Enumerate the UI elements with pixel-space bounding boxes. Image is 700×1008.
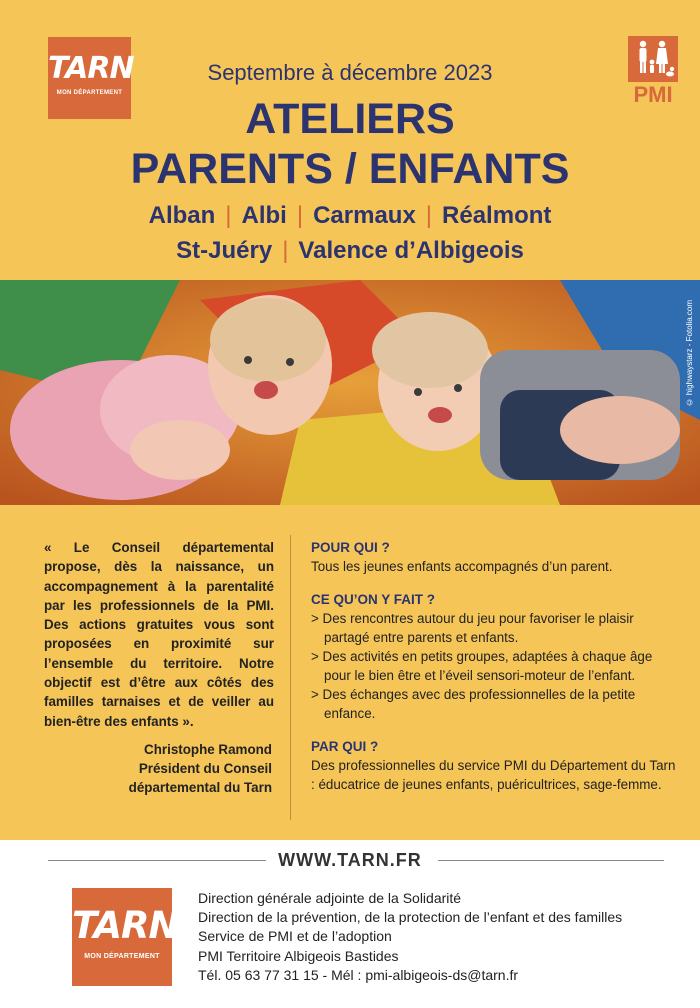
who-text: Tous les jeunes enfants accompagnés d’un parent. bbox=[311, 559, 613, 574]
town: Réalmont bbox=[442, 202, 552, 229]
contact-line: Direction générale adjointe de la Solidarité bbox=[198, 890, 462, 906]
babies-photo bbox=[0, 280, 700, 505]
list-item: > Des rencontres autour du jeu pour favoriser le plaisir partagé entre parents et enfants. bbox=[311, 611, 634, 645]
separator: | bbox=[225, 202, 232, 229]
town: Valence d’Albigeois bbox=[298, 237, 524, 264]
pmi-label: PMI bbox=[633, 82, 673, 107]
signature-role-1: Président du Conseil bbox=[138, 761, 272, 776]
column-divider bbox=[290, 535, 291, 820]
logo-word: TARN bbox=[72, 904, 179, 947]
separator: | bbox=[296, 202, 304, 229]
contact-line: Direction de la prévention, de la protection de l’enfant et des familles bbox=[198, 909, 623, 926]
contact-line: Tél. 05 63 77 31 15 - Mél : pmi-albigeois-ds@tarn.fr bbox=[198, 966, 519, 983]
contact-line: PMI Territoire Albigeois Bastides bbox=[198, 947, 399, 964]
tarn-logo-footer[interactable] bbox=[72, 888, 179, 986]
logo-sub: MON DÉPARTEMENT bbox=[84, 953, 160, 960]
logo-sub: MON DÉPARTEMENT bbox=[56, 90, 123, 96]
town: Albi bbox=[241, 202, 287, 229]
towns-row-1 bbox=[0, 202, 700, 230]
signature bbox=[44, 740, 272, 797]
list-item: > Des échanges avec des professionnelles de la petite enfance. bbox=[311, 687, 636, 721]
town: Alban bbox=[148, 202, 216, 229]
title-line-2: PARENTS / ENFANTS bbox=[130, 145, 570, 193]
title-line-1: ATELIERS bbox=[245, 95, 455, 143]
who-heading: POUR QUI ? bbox=[311, 540, 390, 555]
separator: | bbox=[425, 202, 433, 229]
signature-role-2: départemental du Tarn bbox=[128, 780, 272, 795]
town: St-Juéry bbox=[176, 237, 273, 264]
towns-row-2 bbox=[0, 237, 700, 265]
contact-block bbox=[198, 889, 622, 985]
period-subtitle: Septembre à décembre 2023 bbox=[207, 60, 493, 85]
website-link[interactable]: WWW.TARN.FR bbox=[278, 850, 422, 870]
list-item: > Des activités en petits groupes, adaptées à chaque âge pour le bien être et l’éveil sensori-moteur de l’enfant. bbox=[311, 649, 653, 683]
photo-credit: © highwaystarz - Fotolia.com bbox=[685, 300, 694, 407]
by-heading: PAR QUI ? bbox=[311, 739, 379, 754]
by-text: Des professionnelles du service PMI du Département du Tarn : éducatrice de jeunes enfants, puéricultrices, sage-femme. bbox=[311, 758, 676, 792]
what-heading: CE QU’ON Y FAIT ? bbox=[311, 592, 436, 607]
separator: | bbox=[282, 237, 289, 264]
logo-word: TARN bbox=[48, 51, 134, 86]
contact-line: Service de PMI et de l’adoption bbox=[198, 928, 392, 945]
town: Carmaux bbox=[313, 202, 416, 229]
quote-text: « Le Conseil départemental propose, dès la naissance, un accompagnement à la parentalité par les professionnels de la PMI. Des actions gratuites vous sont proposées en proximité sur l’ensemble du territoire. Notre objectif est d’être aux côtés des familles tarnaises et de veiller au bien-être des enfants ». bbox=[44, 540, 274, 729]
signature-name: Christophe Ramond bbox=[144, 742, 272, 757]
info-column bbox=[311, 538, 681, 808]
